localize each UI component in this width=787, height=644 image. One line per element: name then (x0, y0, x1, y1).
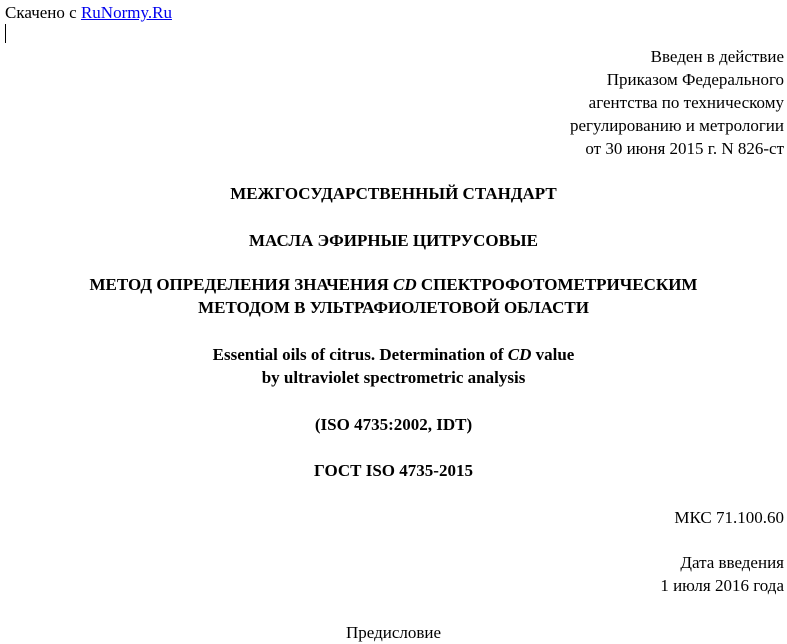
introduction-date-label: Дата введения (680, 553, 784, 572)
english-title-line2: by ultraviolet spectrometric analysis (261, 368, 526, 387)
method-heading-text: МЕТОД ОПРЕДЕЛЕНИЯ ЗНАЧЕНИЯ (89, 275, 393, 294)
source-prefix: Скачено с (5, 3, 81, 22)
introduction-date-value: 1 июля 2016 года (660, 576, 784, 595)
enactment-line: регулированию и метрологии (569, 116, 784, 135)
enactment-note (570, 45, 784, 160)
english-title-text: Essential oils of citrus. Determination of (212, 345, 508, 364)
english-title-text: value (531, 345, 575, 364)
english-title-cd: CD (507, 345, 532, 364)
mks-code: МКС 71.100.60 (674, 508, 784, 527)
enactment-line: агентства по техническому (588, 93, 784, 112)
enactment-line: Введен в действие (650, 47, 784, 66)
gost-designation: ГОСТ ISO 4735-2015 (314, 461, 473, 480)
runormy-link[interactable]: RuNormy.Ru (80, 3, 172, 22)
standard-type-heading: МЕЖГОСУДАРСТВЕННЫЙ СТАНДАРТ (230, 184, 557, 203)
method-heading-text: СПЕКТРОФОТОМЕТРИЧЕСКИМ (416, 275, 698, 294)
introduction-date (660, 551, 784, 597)
text-cursor (5, 24, 6, 43)
method-heading (0, 273, 787, 319)
method-heading-cd: CD (392, 275, 417, 294)
subject-heading: МАСЛА ЭФИРНЫЕ ЦИТРУСОВЫЕ (249, 231, 538, 250)
enactment-line: Приказом Федерального (606, 70, 784, 89)
method-heading-line1 (0, 273, 787, 296)
preface-heading: Предисловие (345, 623, 442, 642)
english-title-line1 (0, 343, 787, 366)
enactment-line: от 30 июня 2015 г. N 826-ст (585, 139, 784, 158)
english-title (0, 343, 787, 389)
method-heading-line2: МЕТОДОМ В УЛЬТРАФИОЛЕТОВОЙ ОБЛАСТИ (198, 298, 589, 317)
iso-reference: (ISO 4735:2002, IDT) (314, 415, 473, 434)
source-line (5, 1, 172, 24)
